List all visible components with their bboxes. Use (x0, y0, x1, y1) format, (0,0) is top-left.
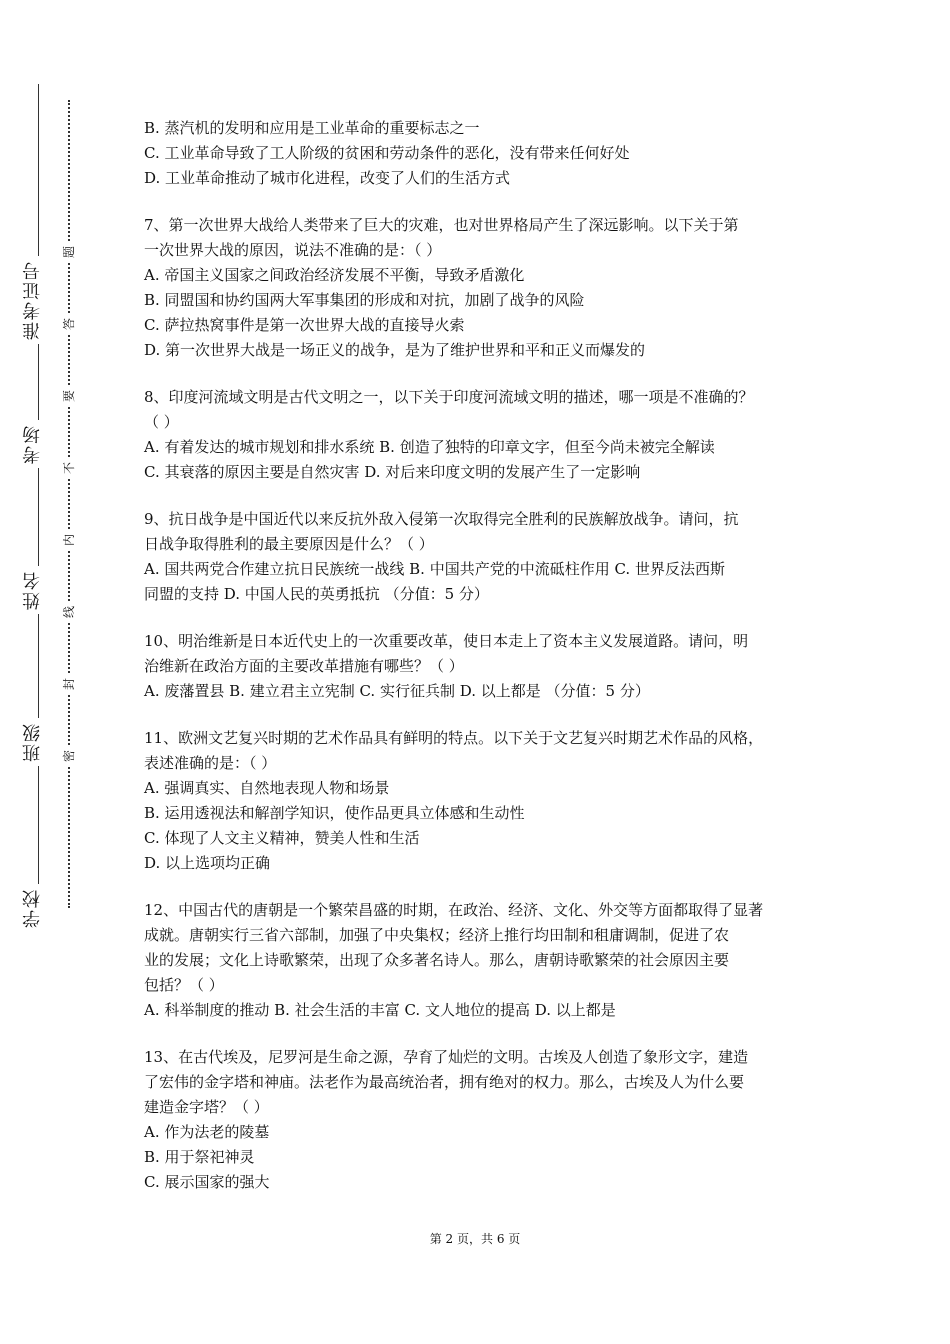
question-stem: 一次世界大战的原因，说法不准确的是：（ ） (144, 241, 442, 259)
question-8 (144, 385, 814, 485)
option-line: A. 有着发达的城市规划和排水系统 B. 创造了独特的印章文字，但至今尚未被完全解读 (144, 438, 715, 456)
exam-room-label: 考场 (22, 420, 54, 468)
seal-char: 题 (59, 241, 79, 263)
option-line: C. 体现了人文主义精神，赞美人性和生活 (144, 829, 420, 847)
option-line: A. 废藩置县 B. 建立君主立宪制 C. 实行征兵制 D. 以上都是 （分值：5 分） (144, 682, 650, 700)
seal-char: 答 (59, 313, 79, 335)
seal-char: 内 (59, 529, 79, 551)
seal-char: 要 (59, 385, 79, 407)
question-12 (144, 898, 814, 1023)
question-stem: 13、在古代埃及，尼罗河是生命之源，孕育了灿烂的文明。古埃及人创造了象形文字，建造 (144, 1048, 749, 1066)
question-stem: 日战争取得胜利的最主要原因是什么？（ ） (144, 535, 434, 553)
binding-dotted-line (68, 100, 70, 908)
exam-number-label: 准考证号 (22, 256, 54, 344)
question-stem: 11、欧洲文艺复兴时期的艺术作品具有鲜明的特点。以下关于文艺复兴时期艺术作品的风格， (144, 729, 764, 747)
question-stem: 8、印度河流域文明是古代文明之一，以下关于印度河流域文明的描述，哪一项是不准确的？ (144, 388, 754, 406)
option-line: A. 国共两党合作建立抗日民族统一战线 B. 中国共产党的中流砥柱作用 C. 世界反法西斯 (144, 560, 725, 578)
question-11 (144, 726, 814, 876)
question-stem: 7、第一次世界大战给人类带来了巨大的灾难，也对世界格局产生了深远影响。以下关于第 (144, 216, 739, 234)
question-stem: 业的发展；文化上诗歌繁荣，出现了众多著名诗人。那么，唐朝诗歌繁荣的社会原因主要 (144, 951, 730, 969)
option-line: D. 第一次世界大战是一场正义的战争，是为了维护世界和平和正义而爆发的 (144, 341, 646, 359)
seal-char: 线 (59, 601, 79, 623)
page-number-footer: 第 2 页，共 6 页 (429, 1232, 521, 1246)
option-line: B. 蒸汽机的发明和应用是工业革命的重要标志之一 (144, 119, 480, 137)
exam-content (144, 116, 814, 1217)
option-line: D. 工业革命推动了城市化进程，改变了人们的生活方式 (144, 169, 511, 187)
question-stem: 包括？（ ） (144, 976, 224, 994)
question-stem: 成就。唐朝实行三省六部制，加强了中央集权；经济上推行均田制和租庸调制，促进了农 (144, 926, 730, 944)
question-13 (144, 1045, 814, 1195)
question-stem: 9、抗日战争是中国近代以来反抗外敌入侵第一次取得完全胜利的民族解放战争。请问，抗 (144, 510, 739, 528)
question-stem: 12、中国古代的唐朝是一个繁荣昌盛的时期，在政治、经济、文化、外交等方面都取得了显著 (144, 901, 764, 919)
option-line: B. 同盟国和协约国两大军事集团的形成和对抗，加剧了战争的风险 (144, 291, 585, 309)
question-stem: （ ） (144, 413, 179, 431)
question-10 (144, 629, 814, 704)
name-label: 姓名 (22, 566, 54, 614)
option-line: B. 运用透视法和解剖学知识，使作品更具立体感和生动性 (144, 804, 525, 822)
question-7 (144, 213, 814, 363)
option-line: C. 工业革命导致了工人阶级的贫困和劳动条件的恶化，没有带来任何好处 (144, 144, 630, 162)
option-line: D. 以上选项均正确 (144, 854, 271, 872)
question-6-continuation (144, 116, 814, 191)
seal-char: 不 (59, 457, 79, 479)
option-line: A. 作为法老的陵墓 (144, 1123, 270, 1141)
question-stem: 了宏伟的金字塔和神庙。法老作为最高统治者，拥有绝对的权力。那么，古埃及人为什么要 (144, 1073, 745, 1091)
option-line: C. 展示国家的强大 (144, 1173, 270, 1191)
question-stem: 10、明治维新是日本近代史上的一次重要改革，使日本走上了资本主义发展道路。请问，明 (144, 632, 749, 650)
question-9 (144, 507, 814, 607)
seal-char: 封 (59, 673, 79, 695)
option-line: A. 科举制度的推动 B. 社会生活的丰富 C. 文人地位的提高 D. 以上都是 (144, 1001, 616, 1019)
seal-char: 密 (59, 745, 79, 767)
binding-margin (0, 0, 110, 1344)
binding-solid-line (38, 84, 39, 930)
question-stem: 表述准确的是：（ ） (144, 754, 277, 772)
option-line: B. 用于祭祀神灵 (144, 1148, 255, 1166)
option-line: A. 帝国主义国家之间政治经济发展不平衡，导致矛盾激化 (144, 266, 525, 284)
option-line: C. 其衰落的原因主要是自然灾害 D. 对后来印度文明的发展产生了一定影响 (144, 463, 641, 481)
question-stem: 建造金字塔？（ ） (144, 1098, 269, 1116)
option-line: A. 强调真实、自然地表现人物和场景 (144, 779, 390, 797)
school-label: 学校 (22, 884, 54, 932)
option-line: 同盟的支持 D. 中国人民的英勇抵抗 （分值：5 分） (144, 585, 489, 603)
class-label: 班级 (22, 718, 54, 766)
question-stem: 治维新在政治方面的主要改革措施有哪些？（ ） (144, 657, 464, 675)
option-line: C. 萨拉热窝事件是第一次世界大战的直接导火索 (144, 316, 465, 334)
